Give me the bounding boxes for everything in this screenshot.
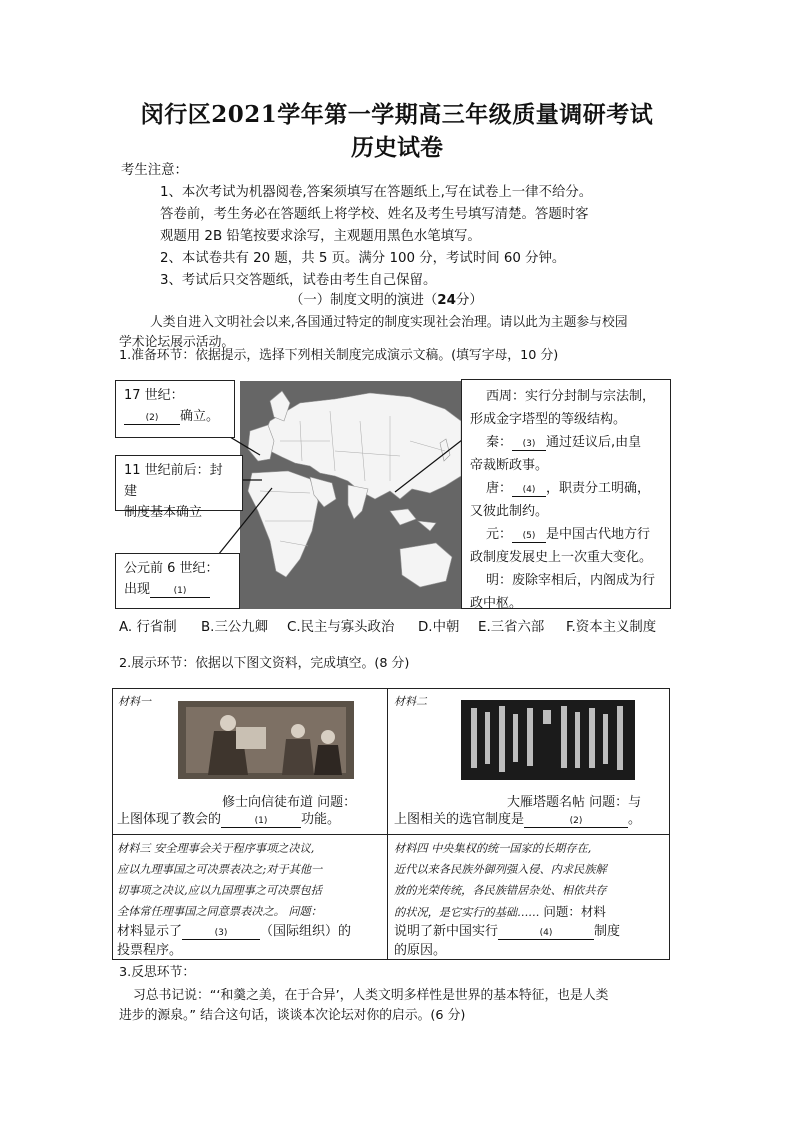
callout-11th-century [115,455,243,520]
notice-line-1: 1、本次考试为机器阅卷,答案须填写在答题纸上,写在试卷上一律不给分。 [160,185,593,200]
monk-preaching-icon [178,701,354,779]
q3-prompt: 3.反思环节： [119,965,196,980]
callout-17c-title: 17 世纪： [124,388,184,403]
material-1-question: 上图体现了教会的 (1) 功能。 [117,812,341,827]
material-4-question: 说明了新中国实行 (4) 制度 [394,924,621,939]
q2-prompt: 2.展示环节：依据以下图文资料，完成填空。(8 分) [119,656,410,671]
option-c: C.民主与寡头政治 [287,620,395,635]
callout-6bc-line1: 公元前 6 世纪： [124,561,219,576]
blank-2: (2) [124,412,180,425]
material-3-line-2: 应以九理事国之可决票表决之;对于其他一 [117,863,323,876]
material-3-line-1: 材料三 安全理事会关于程序事项之决议, [117,842,315,855]
callout-11c-line2: 制度基本确立 [124,505,203,520]
material-3-question-2: 投票程序。 [117,943,183,958]
material-4-question-2: 的原因。 [394,943,447,958]
notice-line-4: 2、本试卷共有 20 题，共 5 页。满分 100 分，考试时间 60 分钟。 [160,251,566,266]
china-yuan-suffix: 是中国古代地方行 [546,527,651,542]
material-2-label: 材料二 [394,695,427,708]
option-e: E.三省六部 [478,620,545,635]
exam-title: 闵行区2021学年第一学期高三年级质量调研考试 [140,101,654,128]
callout-17c-text: 确立。 [180,409,220,424]
material-4-line-4: 的状况，是它实行的基础…… 问题：材料 [394,904,606,919]
china-xizhou-2: 形成金字塔型的等级结构。 [470,412,627,427]
calligraphy-rubbing-icon [461,700,635,780]
china-tang-prefix: 唐： [486,481,513,496]
china-qin-2: 帝裁断政事。 [470,458,549,473]
callout-17th-century [115,380,235,438]
section-intro-2: 学术论坛展示活动。 [119,335,235,350]
material-1-caption: 修士向信徒布道 问题： [222,795,357,810]
option-d: D.中朝 [418,620,460,635]
callout-11c-line1: 11 世纪前后：封建 [124,463,223,499]
material-1-label: 材料一 [118,695,151,708]
blank-1: (1) [150,585,210,598]
m4-blank: (4) [498,927,594,940]
china-tang-2: 又彼此制约。 [470,504,549,519]
callout-6th-century-bc [115,553,240,609]
q1-prompt: 1.准备环节：依据提示，选择下列相关制度完成演示文稿。(填写字母，10 分) [119,348,559,363]
m3-blank: (3) [182,927,260,940]
material-4-line-3: 放的光荣传统，各民族错居杂处、相依共存 [394,884,607,897]
q3-line-1: 习总书记说：“‘和羹之美，在于合异’，人类文明多样性是世界的基本特征，也是人类 [133,988,609,1003]
blank-3: (3) [512,438,546,451]
material-4-line-2: 近代以来各民族外御列强入侵、内求民族解 [394,863,607,876]
material-3-line-3: 切事项之决议,应以九国理事之可决票包括 [117,884,322,897]
china-ming-2: 政中枢。 [470,596,523,611]
exam-subtitle: 历史试卷 [351,134,443,161]
callout-6bc-prefix: 出现 [124,582,151,597]
q1-options [0,616,794,636]
notice-heading: 考生注意： [121,163,188,178]
callout-china [461,379,671,609]
notice-line-5: 3、考试后只交答题纸，试卷由考生自己保留。 [160,273,437,288]
table-divider-v [387,688,388,960]
china-yuan-2: 政制度发展史上一次重大变化。 [470,550,653,565]
china-tang-suffix: ，职责分工明确， [546,481,651,496]
material-1-image [178,701,354,779]
section-heading: （一）制度文明的演进（24分） [290,293,483,308]
section-intro-1: 人类自进入文明社会以来,各国通过特定的制度实现社会治理。请以此为主题参与校园 [150,315,628,330]
blank-4: (4) [512,484,546,497]
material-2-question: 上图相关的选官制度是 (2) 。 [394,812,642,827]
material-3-question: 材料显示了 (3) （国际组织）的 [117,924,352,939]
china-yuan-prefix: 元： [486,527,513,542]
china-qin-suffix: 通过廷议后,由皇 [546,435,642,450]
m2-blank: (2) [524,815,628,828]
china-qin-prefix: 秦： [486,435,513,450]
option-f: F.资本主义制度 [566,620,657,635]
notice-line-2: 答卷前，考生务必在答题纸上将学校、姓名及考生号填写清楚。答题时客 [160,207,589,222]
material-3-line-4: 全体常任理事国之同意票表决之。 问题： [117,905,322,918]
material-2-caption: 大雁塔题名帖 问题：与 [507,795,642,810]
table-divider-h [112,834,670,835]
china-ming-1: 明：废除宰相后，内阁成为行 [486,573,656,588]
blank-5: (5) [512,530,546,543]
option-b: B.三公九卿 [201,620,269,635]
option-a: A. 行省制 [119,620,177,635]
material-2-image [461,700,635,780]
china-xizhou-1: 西周：实行分封制与宗法制， [486,389,656,404]
m1-blank: (1) [221,815,301,828]
q3-line-2: 进步的源泉。” 结合这句话，谈谈本次论坛对你的启示。(6 分) [119,1008,466,1023]
notice-line-3: 观题用 2B 铅笔按要求涂写，主观题用黑色水笔填写。 [160,229,481,244]
material-4-line-1: 材料四 中央集权的统一国家的长期存在, [394,842,592,855]
